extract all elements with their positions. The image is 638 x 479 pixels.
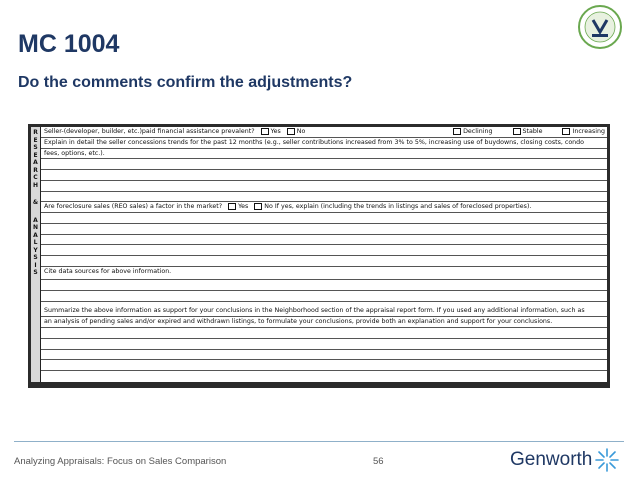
- declining-checkbox[interactable]: [453, 128, 461, 135]
- slide-subtitle: Do the comments confirm the adjustments?: [18, 74, 353, 91]
- partner-seal-icon: [573, 4, 627, 50]
- genworth-star-icon: [594, 447, 620, 473]
- form-row-blank[interactable]: [41, 350, 607, 361]
- side-letter: R: [33, 129, 38, 136]
- increasing-label: Increasing: [572, 128, 605, 135]
- form-row-blank[interactable]: [41, 224, 607, 235]
- q2-label: Are foreclosure sales (REO sales) a factor in the market?: [44, 203, 223, 211]
- form-row-blank[interactable]: [41, 339, 607, 350]
- side-letter: E: [33, 136, 38, 144]
- footer-divider: [14, 441, 624, 442]
- form-row-blank[interactable]: [41, 235, 607, 246]
- reo-yes-label: Yes: [238, 203, 249, 211]
- side-letter: R: [33, 166, 38, 174]
- q1-label: Seller-(developer, builder, etc.)paid financial assistance prevalent?: [44, 128, 255, 135]
- no-checkbox[interactable]: [287, 128, 295, 135]
- form-row-blank[interactable]: [41, 245, 607, 256]
- side-letter: S: [33, 144, 38, 151]
- reo-no-checkbox[interactable]: [254, 203, 262, 210]
- side-letter: I: [34, 261, 37, 269]
- form-row-blank[interactable]: [41, 371, 607, 382]
- increasing-checkbox[interactable]: [562, 128, 570, 135]
- form-row-blank[interactable]: [41, 159, 607, 170]
- stable-label: Stable: [522, 128, 543, 135]
- side-letter: A: [33, 159, 38, 166]
- form-row-summary-2: an analysis of pending sales and/or expired and withdrawn listings, to formulate your conclusions, provide both an explanation and support for your conclusions.: [41, 317, 607, 328]
- form-row-blank[interactable]: [41, 280, 607, 291]
- form-row-cite: Cite data sources for above information.: [41, 267, 607, 280]
- form-row-explain: Explain in detail the seller concessions trends for the past 12 months (e.g., seller contributions increased from 3% to 5%, increasing use of buydowns, closing costs, condo: [41, 138, 607, 149]
- form-row-blank[interactable]: [41, 291, 607, 302]
- side-letter: Y: [33, 246, 38, 254]
- form-row-blank[interactable]: [41, 256, 607, 267]
- form-row-blank[interactable]: [41, 192, 607, 203]
- form-row-financial-assistance: [41, 127, 607, 138]
- side-letter: C: [33, 174, 38, 181]
- side-letter: A: [33, 231, 38, 239]
- genworth-logo: Genworth: [510, 449, 593, 470]
- slide-title: MC 1004: [18, 30, 120, 58]
- form-row-foreclosure: [41, 202, 607, 213]
- side-letter: &: [32, 199, 39, 206]
- side-letter: L: [33, 239, 38, 246]
- side-letter: E: [33, 151, 38, 159]
- side-letter: A: [33, 216, 38, 224]
- reo-yes-checkbox[interactable]: [228, 203, 236, 210]
- form-rows: [41, 127, 607, 382]
- reo-no-label: No: [264, 203, 273, 211]
- form-row-blank[interactable]: [41, 360, 607, 371]
- side-letter: S: [33, 269, 38, 276]
- stable-checkbox[interactable]: [513, 128, 521, 135]
- page-number: 56: [373, 456, 384, 467]
- form-row-blank[interactable]: [41, 181, 607, 192]
- declining-label: Declining: [463, 128, 493, 135]
- form-row-blank[interactable]: [41, 213, 607, 224]
- neighborhood-analysis-form: [28, 124, 610, 388]
- form-row-explain-2: fees, options, etc.).: [41, 149, 607, 160]
- footer-course-title: Analyzing Appraisals: Focus on Sales Comparison: [14, 456, 227, 467]
- yes-label: Yes: [270, 128, 281, 135]
- side-letter: S: [33, 254, 38, 261]
- form-row-summary: Summarize the above information as support for your conclusions in the Neighborhood section of the appraisal report form. If you used any additional information, such as: [41, 302, 607, 317]
- no-label: No: [296, 128, 306, 135]
- form-row-blank[interactable]: [41, 170, 607, 181]
- trend-options: [449, 127, 605, 137]
- side-letter: H: [32, 181, 39, 189]
- form-row-blank[interactable]: [41, 328, 607, 339]
- research-analysis-side-label: [31, 127, 41, 382]
- side-letter: N: [32, 224, 39, 231]
- q2-tail: If yes, explain (including the trends in listings and sales of foreclosed properties).: [274, 203, 532, 211]
- yes-checkbox[interactable]: [261, 128, 269, 135]
